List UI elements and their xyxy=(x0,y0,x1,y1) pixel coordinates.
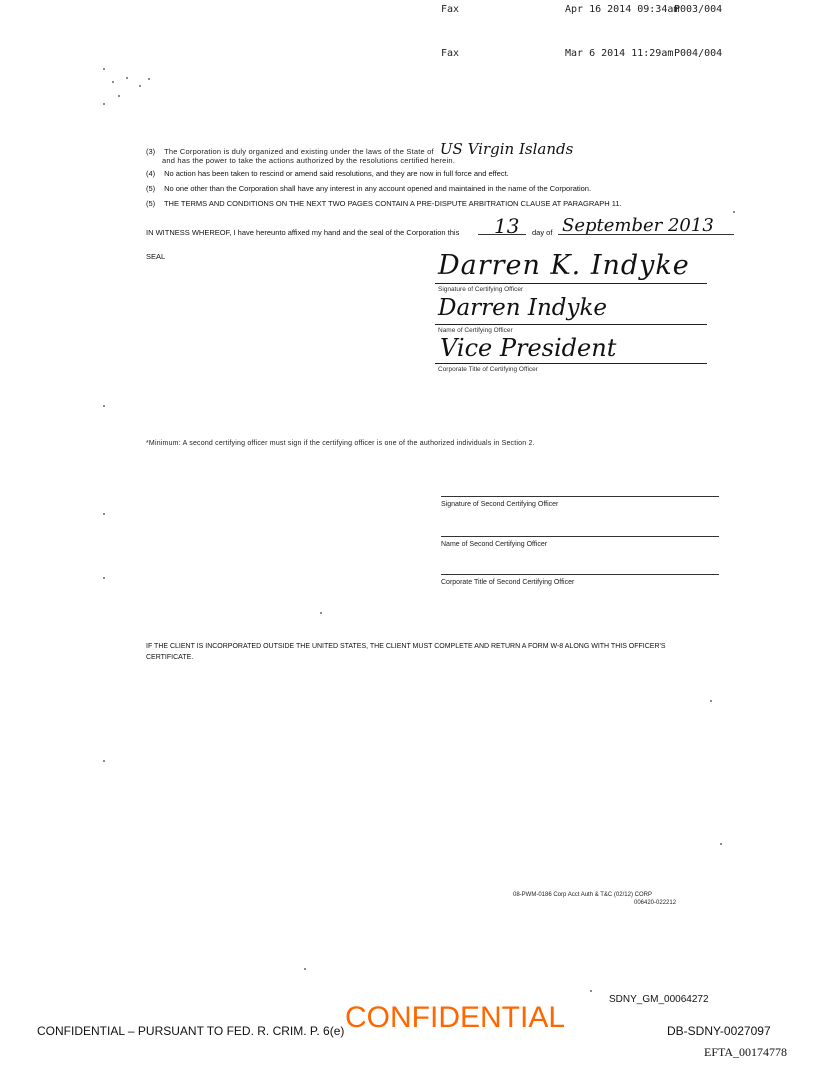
item-text-after: and has the power to take the actions authorized by the resolutions certified herein. xyxy=(162,156,456,165)
scan-speck xyxy=(710,700,712,702)
fax-page: P003/004 xyxy=(674,4,723,15)
fax-label: Fax xyxy=(441,48,460,59)
scan-speck xyxy=(304,968,306,970)
bates-efta: EFTA_00174778 xyxy=(704,1045,788,1059)
scan-speck xyxy=(118,95,120,97)
scan-speck xyxy=(103,513,105,515)
second-officer-note: *Minimum: A second certifying officer must sign if the certifying officer is one of the authorized individuals in Section 2. xyxy=(146,440,535,447)
fax-label: Fax xyxy=(441,4,460,15)
second-signature-caption: Signature of Second Certifying Officer xyxy=(441,501,559,508)
item-text: THE TERMS AND CONDITIONS ON THE NEXT TWO PAGES CONTAIN A PRE-DISPUTE ARBITRATION CLAUSE AT PARAGRAPH 11. xyxy=(163,199,622,208)
scan-speck xyxy=(733,211,735,213)
witness-text: IN WITNESS WHEREOF, I have hereunto affixed my hand and the seal of the Corporation this xyxy=(146,228,460,237)
scan-speck xyxy=(112,81,114,83)
officer-title-line xyxy=(435,363,707,364)
scan-speck xyxy=(103,577,105,579)
foreign-notice-text: IF THE CLIENT IS INCORPORATED OUTSIDE THE UNITED STATES, THE CLIENT MUST COMPLETE AND RETURN A FORM W-8 ALONG WITH THIS OFFICER'S CERTIFICATE. xyxy=(146,643,666,661)
item-number: (5) xyxy=(146,199,156,208)
officer-title-caption: Corporate Title of Certifying Officer xyxy=(438,366,538,373)
officer-name: Darren Indyke xyxy=(438,295,608,321)
item-4 xyxy=(146,169,509,178)
scan-speck xyxy=(103,103,105,105)
item-number: (5) xyxy=(146,184,156,193)
fax-header-2 xyxy=(441,48,741,59)
scan-speck xyxy=(103,68,105,70)
item-text: The Corporation is duly organized and existing under the laws of the State of xyxy=(164,147,434,156)
seal-label: SEAL xyxy=(146,252,166,261)
form-code-1: 08-PWM-0186 Corp Acct Auth & T&C (02/12) CORP xyxy=(513,892,652,898)
foreign-incorporation-notice xyxy=(146,641,706,663)
fax-header-1 xyxy=(441,4,741,15)
officer-title: Vice President xyxy=(440,334,617,362)
scan-speck xyxy=(720,843,722,845)
officer-name-caption: Name of Certifying Officer xyxy=(438,327,513,334)
footer-confidential-notice: CONFIDENTIAL – PURSUANT TO FED. R. CRIM. P. 6(e) xyxy=(37,1024,345,1038)
scan-speck xyxy=(103,760,105,762)
second-name-caption: Name of Second Certifying Officer xyxy=(441,541,548,548)
witness-day-of: day of xyxy=(532,228,553,237)
scan-speck xyxy=(126,77,128,79)
bates-sdny-gm: SDNY_GM_00064272 xyxy=(609,994,709,1005)
day-blank-line xyxy=(478,234,526,235)
confidential-watermark: CONFIDENTIAL xyxy=(345,1001,566,1034)
second-title-caption: Corporate Title of Second Certifying Officer xyxy=(441,579,575,586)
officer-signature-caption: Signature of Certifying Officer xyxy=(438,286,524,293)
witness-statement xyxy=(146,228,459,237)
scan-speck xyxy=(320,612,322,614)
witness-day: 13 xyxy=(494,214,520,238)
second-signature-line xyxy=(441,496,719,497)
scan-speck xyxy=(148,78,150,80)
fax-datetime: Mar 6 2014 11:29am xyxy=(565,48,674,59)
scan-speck xyxy=(139,85,141,87)
officer-signature-line xyxy=(435,283,707,284)
item-number: (4) xyxy=(146,169,156,178)
officer-name-line xyxy=(435,324,707,325)
item-number: (3) xyxy=(146,147,156,156)
fax-page: P004/004 xyxy=(674,48,723,59)
item-text: No action has been taken to rescind or amend said resolutions, and they are now in full force and effect. xyxy=(164,169,509,178)
witness-month-year: September 2013 xyxy=(562,215,714,236)
item-5 xyxy=(146,184,591,193)
second-name-line xyxy=(441,536,719,537)
officer-signature: Darren K. Indyke xyxy=(438,250,690,281)
form-code-2: 006420-022212 xyxy=(634,900,677,906)
scan-speck xyxy=(590,990,592,992)
item-text: No one other than the Corporation shall have any interest in any account opened and maintained in the name of the Corporation. xyxy=(164,184,592,193)
item-5b xyxy=(146,199,622,208)
scan-speck xyxy=(103,405,105,407)
item-3-continuation xyxy=(162,156,455,165)
month-blank-line xyxy=(558,234,734,235)
second-title-line xyxy=(441,574,719,575)
handwritten-state: US Virgin Islands xyxy=(439,140,574,158)
fax-datetime: Apr 16 2014 09:34am xyxy=(565,4,680,15)
bates-db-sdny: DB-SDNY-0027097 xyxy=(667,1024,771,1038)
